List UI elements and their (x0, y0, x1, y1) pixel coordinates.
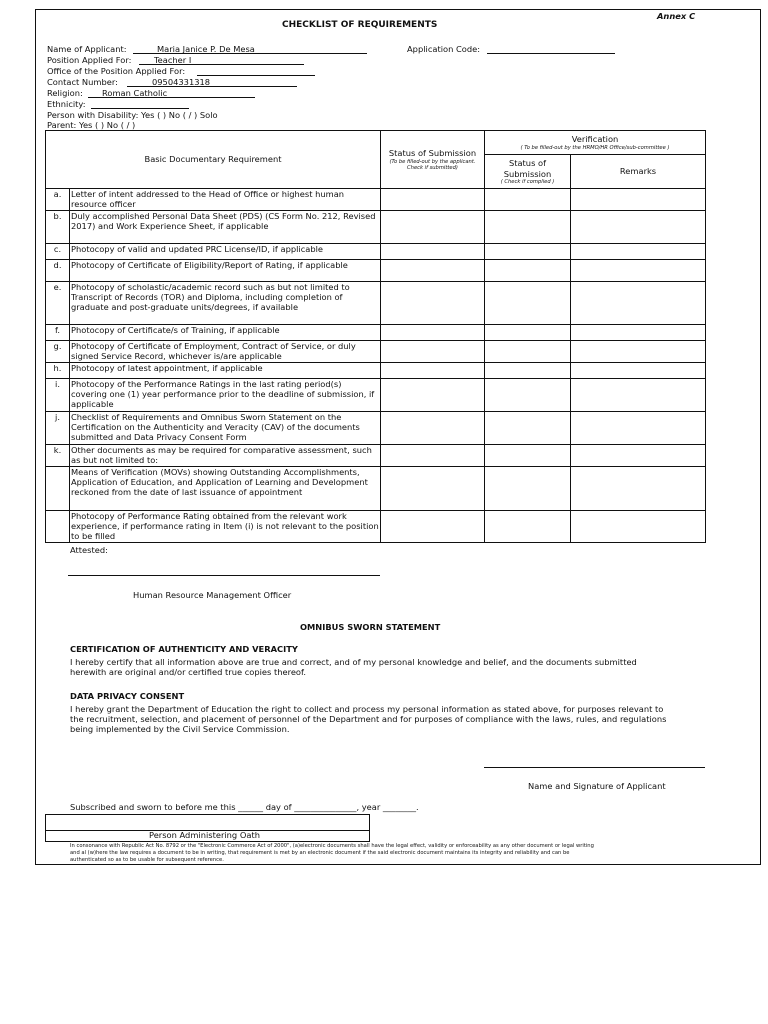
application-code-field[interactable] (487, 53, 615, 54)
status-cell[interactable] (381, 363, 485, 379)
remarks-cell[interactable] (571, 363, 706, 379)
remarks-cell[interactable] (571, 341, 706, 363)
row-letter: h. (46, 363, 70, 379)
privacy-text-line-3: being implemented by the Civil Service Commission. (70, 724, 290, 734)
table-row (46, 412, 706, 445)
cav-text-line-2: herewith are original and/or certified true copies thereof. (70, 667, 306, 677)
table-row (46, 341, 706, 363)
status-cell[interactable] (381, 325, 485, 341)
row-text: Photocopy of Performance Rating obtained from the relevant work experience, if performance rating in Item (i) is not relevant to the position to be filled (71, 511, 379, 542)
ver-status-cell[interactable] (485, 244, 571, 260)
row-text: Duly accomplished Personal Data Sheet (PDS) (CS Form No. 212, Revised 2017) and Work Experience Sheet, if applicable (70, 211, 381, 244)
sworn-line: Subscribed and sworn to before me this ______ day of _______________, year ________. (70, 802, 419, 812)
ver-status-cell[interactable] (485, 363, 571, 379)
table-row (46, 211, 706, 244)
ver-status-cell[interactable] (485, 325, 571, 341)
table-row (46, 467, 706, 511)
application-code-label: Application Code: (407, 44, 481, 54)
row-text: Other documents as may be required for comparative assessment, such as but not limited to: (70, 445, 381, 467)
row-letter: b. (46, 211, 70, 244)
ver-status-label: Status of Submission (503, 158, 552, 179)
ver-status-cell[interactable] (485, 282, 571, 325)
remarks-cell[interactable] (571, 412, 706, 445)
row-text: Photocopy of the Performance Ratings in the last rating period(s) covering one (1) year performance prior to the deadline of submission, if applicable (70, 379, 381, 412)
remarks-cell[interactable] (571, 211, 706, 244)
status-cell[interactable] (381, 189, 485, 211)
table-row (46, 363, 706, 379)
position-label: Position Applied For: (47, 55, 132, 65)
remarks-cell[interactable] (571, 244, 706, 260)
ver-status-cell[interactable] (485, 412, 571, 445)
row-letter: k. (46, 445, 70, 467)
row-text: Photocopy of Certificate of Eligibility/Report of Rating, if applicable (70, 260, 381, 282)
row-letter: f. (46, 325, 70, 341)
table-row (46, 379, 706, 412)
status-cell[interactable] (381, 211, 485, 244)
ver-status-cell[interactable] (485, 445, 571, 467)
remarks-cell[interactable] (571, 282, 706, 325)
oath-signature-box[interactable] (45, 814, 370, 831)
form-title: CHECKLIST OF REQUIREMENTS (282, 20, 438, 30)
remarks-cell[interactable] (571, 379, 706, 412)
position-value[interactable]: Teacher I (154, 55, 192, 65)
privacy-title: DATA PRIVACY CONSENT (70, 691, 185, 701)
ver-status-cell[interactable] (485, 467, 571, 511)
row-text: Photocopy of valid and updated PRC License/ID, if applicable (70, 244, 381, 260)
ver-status-cell[interactable] (485, 211, 571, 244)
ver-status-cell[interactable] (485, 260, 571, 282)
table-row (46, 325, 706, 341)
row-letter: i. (46, 379, 70, 412)
ver-status-cell[interactable] (485, 511, 571, 543)
ver-status-cell[interactable] (485, 341, 571, 363)
cav-text-line-1: I hereby certify that all information above are true and correct, and of my personal knowledge and belief, and the documents submitted (70, 657, 637, 667)
row-text: Photocopy of Certificate of Employment, Contract of Service, or duly signed Service Record, whichever is/are applicable (70, 341, 381, 363)
status-cell[interactable] (381, 445, 485, 467)
annex-label: Annex C (657, 11, 696, 21)
status-cell[interactable] (381, 260, 485, 282)
remarks-cell[interactable] (571, 467, 706, 511)
footnote-line-3: authenticated so as to be usable for subsequent reference. (70, 857, 224, 863)
row-letter (46, 467, 70, 511)
status-cell[interactable] (381, 511, 485, 543)
solo-parent-line: Parent: Yes ( ) No ( / ) (47, 120, 136, 130)
cav-title: CERTIFICATION OF AUTHENTICITY AND VERACITY (70, 644, 298, 654)
row-letter (46, 511, 70, 543)
footnote-line-2: and al (w)here the law requires a document to be in writing, that requirement is met by an electronic document if the said electronic document maintains its integrity and reliability and can be (70, 850, 570, 856)
office-label: Office of the Position Applied For: (47, 66, 186, 76)
table-row (46, 244, 706, 260)
hrmo-label: Human Resource Management Officer (133, 590, 292, 600)
ethnicity-label: Ethnicity: (47, 99, 86, 109)
status-cell[interactable] (381, 282, 485, 325)
status-cell[interactable] (381, 379, 485, 412)
hrmo-signature-line[interactable] (68, 575, 380, 576)
status-header-label: Status of Submission (388, 148, 477, 159)
row-letter: e. (46, 282, 70, 325)
row-letter: c. (46, 244, 70, 260)
oath-label: Person Administering Oath (149, 830, 260, 840)
office-field[interactable] (197, 75, 315, 76)
ver-status-cell[interactable] (485, 189, 571, 211)
ethnicity-field[interactable] (91, 108, 189, 109)
row-text: Photocopy of Certificate/s of Training, if applicable (70, 325, 381, 341)
row-letter: a. (46, 189, 70, 211)
verification-header (485, 131, 706, 155)
row-text: Means of Verification (MOVs) showing Outstanding Accomplishments, Application of Education, and Application of Learning and Development reckoned from the date of last issuance of appointment (70, 467, 381, 511)
remarks-header: Remarks (571, 155, 706, 189)
table-row (46, 189, 706, 211)
table-row (46, 282, 706, 325)
status-header-note: (To be filled-out by the applicant. Check if submitted) (389, 158, 476, 171)
row-letter: d. (46, 260, 70, 282)
ver-status-note: ( Check if complied ) (500, 178, 555, 185)
status-cell[interactable] (381, 341, 485, 363)
remarks-cell[interactable] (571, 189, 706, 211)
ver-status-header (485, 155, 571, 189)
ver-status-cell[interactable] (485, 379, 571, 412)
table-row (46, 260, 706, 282)
religion-label: Religion: (47, 88, 83, 98)
remarks-cell[interactable] (571, 260, 706, 282)
verification-header-label: Verification (571, 134, 619, 145)
row-letter: j. (46, 412, 70, 445)
table-row (46, 511, 706, 543)
remarks-cell[interactable] (571, 325, 706, 341)
status-header (381, 131, 485, 189)
status-cell[interactable] (381, 467, 485, 511)
applicant-name-label: Name of Applicant: (47, 44, 127, 54)
religion-value[interactable]: Roman Catholic (102, 88, 168, 98)
row-text: Letter of intent addressed to the Head of Office or highest human resource officer (70, 189, 381, 211)
remarks-cell[interactable] (571, 445, 706, 467)
row-text: Checklist of Requirements and Omnibus Sworn Statement on the Certification on the Authenticity and Veracity (CAV) of the documents submitted and Data Privacy Consent Form (70, 412, 381, 445)
applicant-signature-label: Name and Signature of Applicant (528, 781, 666, 791)
requirements-table (45, 130, 706, 543)
omnibus-title: OMNIBUS SWORN STATEMENT (300, 622, 441, 632)
privacy-text-line-1: I hereby grant the Department of Education the right to collect and process my personal information as stated above, for purposes relevant to (70, 704, 664, 714)
privacy-text-line-2: the recruitment, selection, and placement of personnel of the Department and for purposes of compliance with the laws, rules, and regulations (70, 714, 667, 724)
contact-value[interactable]: 09504331318 (152, 77, 211, 87)
status-cell[interactable] (381, 244, 485, 260)
applicant-name-value[interactable]: Maria Janice P. De Mesa (157, 44, 255, 54)
row-letter: g. (46, 341, 70, 363)
disability-line: Person with Disability: Yes ( ) No ( / ) Solo (47, 110, 218, 120)
contact-label: Contact Number: (47, 77, 118, 87)
table-row (46, 445, 706, 467)
verification-header-note: ( To be filled-out by the HRMO/HR Office/sub-committee ) (520, 144, 670, 151)
remarks-cell[interactable] (571, 511, 706, 543)
footnote-line-1: In consonance with Republic Act No. 8792 or the "Electronic Commerce Act of 2000", (a)electronic documents shall have the legal effect, validity or enforceability as any other document or legal writing (70, 843, 594, 849)
status-cell[interactable] (381, 412, 485, 445)
row-text: Photocopy of scholastic/academic record such as but not limited to Transcript of Records (TOR) and Diploma, including completion of graduate and post-graduate units/degrees, if available (70, 282, 381, 325)
requirement-header: Basic Documentary Requirement (46, 131, 381, 189)
attested-label: Attested: (70, 545, 108, 555)
row-text: Photocopy of latest appointment, if applicable (70, 363, 381, 379)
applicant-signature-line[interactable] (484, 767, 705, 768)
